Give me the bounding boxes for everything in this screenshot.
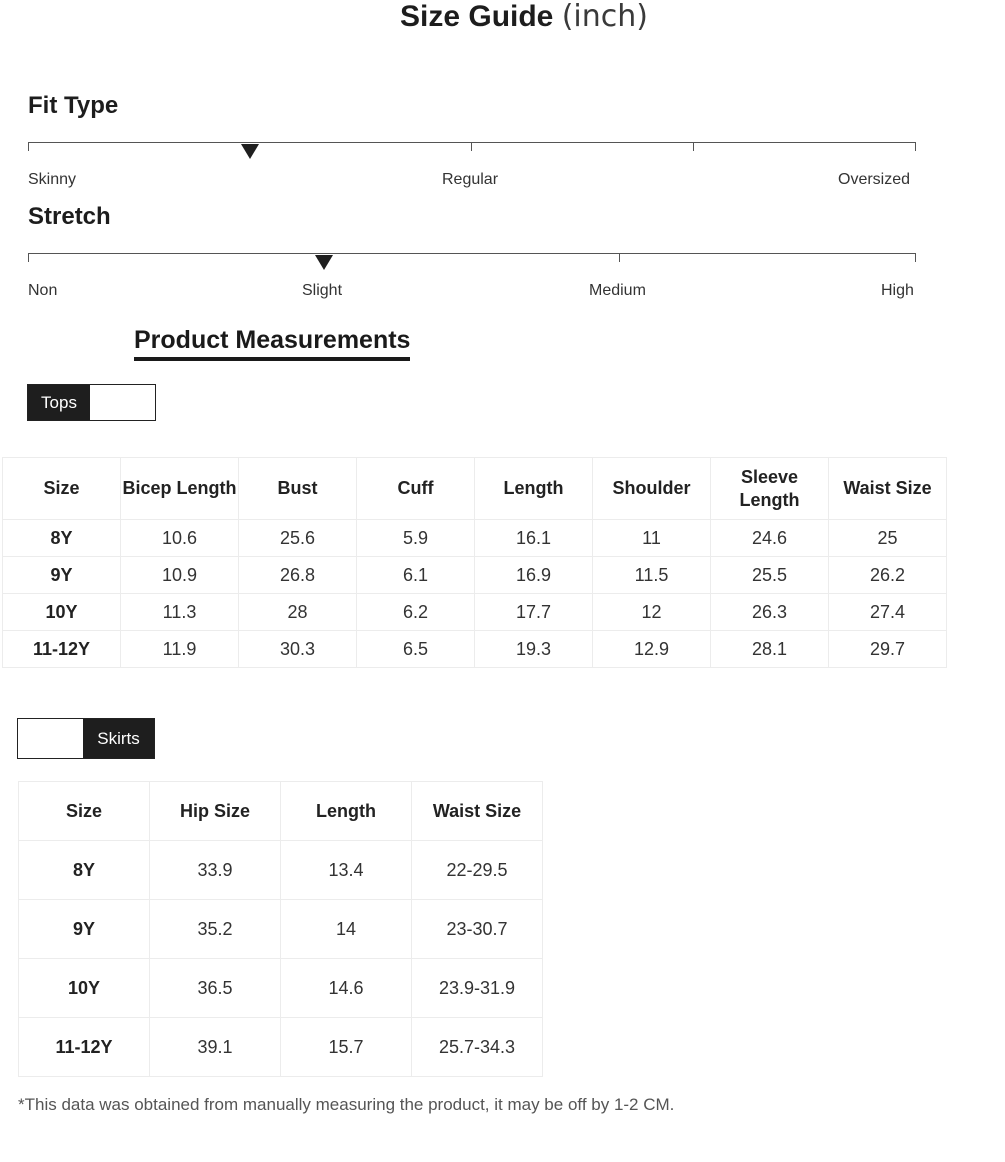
table-cell: 9Y (3, 557, 121, 594)
table-cell: 10.9 (121, 557, 239, 594)
table-row (3, 594, 947, 631)
table-row (3, 631, 947, 668)
table-cell: 9Y (19, 900, 150, 959)
table-cell: 25 (829, 520, 947, 557)
stretch-label-medium: Medium (589, 282, 646, 299)
stretch-marker-icon (315, 255, 333, 270)
table-cell: 8Y (3, 520, 121, 557)
table-cell: 13.4 (281, 841, 412, 900)
table-cell: 36.5 (150, 959, 281, 1018)
stretch-tick (915, 253, 916, 262)
tops-table (2, 457, 947, 668)
table-cell: 8Y (19, 841, 150, 900)
table-cell: 35.2 (150, 900, 281, 959)
table-cell: 10.6 (121, 520, 239, 557)
fit-type-scale-line (28, 142, 916, 143)
table-cell: 11-12Y (19, 1018, 150, 1077)
stretch-scale-line (28, 253, 916, 254)
table-cell: 6.2 (357, 594, 475, 631)
page-title-text: Size Guide (400, 0, 554, 33)
skirts-table (18, 781, 543, 1077)
tops-header-cell: Sleeve Length (711, 458, 829, 520)
tops-header-cell: Shoulder (593, 458, 711, 520)
table-row (19, 841, 543, 900)
table-cell: 6.5 (357, 631, 475, 668)
fit-type-label-oversized: Oversized (838, 171, 911, 188)
table-cell: 16.1 (475, 520, 593, 557)
tab-tops-alternate[interactable] (90, 385, 155, 420)
tops-header-cell: Bicep Length (121, 458, 239, 520)
unit-label: (inch) (561, 0, 648, 34)
table-cell: 23.9-31.9 (412, 959, 543, 1018)
table-row (19, 1018, 543, 1077)
skirts-header-cell: Length (281, 782, 412, 841)
table-cell: 5.9 (357, 520, 475, 557)
table-cell: 11.9 (121, 631, 239, 668)
table-cell: 12 (593, 594, 711, 631)
tops-header-cell: Bust (239, 458, 357, 520)
table-cell: 19.3 (475, 631, 593, 668)
table-cell: 6.1 (357, 557, 475, 594)
table-row (19, 900, 543, 959)
table-cell: 29.7 (829, 631, 947, 668)
table-cell: 22-29.5 (412, 841, 543, 900)
tops-header-cell: Cuff (357, 458, 475, 520)
fit-type-label-skinny: Skinny (28, 171, 77, 188)
page-title (0, 0, 1005, 34)
table-cell: 15.7 (281, 1018, 412, 1077)
table-cell: 10Y (3, 594, 121, 631)
table-cell: 17.7 (475, 594, 593, 631)
tab-skirts[interactable]: Skirts (83, 719, 154, 758)
fit-type-marker-icon (241, 144, 259, 159)
stretch-label-high: High (881, 282, 914, 299)
fit-type-label-regular: Regular (442, 171, 499, 188)
tops-header-cell: Length (475, 458, 593, 520)
skirts-header-cell: Hip Size (150, 782, 281, 841)
tab-tops[interactable]: Tops (28, 385, 90, 420)
stretch-tick (28, 253, 29, 262)
table-cell: 26.2 (829, 557, 947, 594)
table-cell: 27.4 (829, 594, 947, 631)
fit-type-tick (693, 142, 694, 151)
table-cell: 28 (239, 594, 357, 631)
footnote: *This data was obtained from manually measuring the product, it may be off by 1-2 CM. (18, 1095, 675, 1114)
stretch-label-non: Non (28, 282, 58, 299)
stretch-label-slight: Slight (302, 282, 343, 299)
table-cell: 14.6 (281, 959, 412, 1018)
table-cell: 30.3 (239, 631, 357, 668)
table-cell: 25.7-34.3 (412, 1018, 543, 1077)
table-cell: 12.9 (593, 631, 711, 668)
table-cell: 26.3 (711, 594, 829, 631)
table-cell: 24.6 (711, 520, 829, 557)
table-cell: 25.5 (711, 557, 829, 594)
fit-type-tick (28, 142, 29, 151)
table-cell: 16.9 (475, 557, 593, 594)
fit-type-tick (915, 142, 916, 151)
table-cell: 10Y (19, 959, 150, 1018)
table-cell: 23-30.7 (412, 900, 543, 959)
table-row (19, 959, 543, 1018)
tops-tab-bar (27, 384, 156, 421)
table-cell: 39.1 (150, 1018, 281, 1077)
table-cell: 14 (281, 900, 412, 959)
skirts-header-row (19, 782, 543, 841)
table-cell: 26.8 (239, 557, 357, 594)
stretch-heading: Stretch (28, 203, 111, 230)
fit-type-heading: Fit Type (28, 92, 119, 119)
table-cell: 28.1 (711, 631, 829, 668)
skirts-tab-bar (17, 718, 155, 759)
fit-type-tick (471, 142, 472, 151)
table-cell: 33.9 (150, 841, 281, 900)
table-cell: 11.3 (121, 594, 239, 631)
tops-header-cell: Size (3, 458, 121, 520)
table-row (3, 520, 947, 557)
tops-header-row (3, 458, 947, 520)
table-cell: 11 (593, 520, 711, 557)
table-cell: 11-12Y (3, 631, 121, 668)
tab-skirts-alternate[interactable] (18, 719, 83, 758)
product-measurements-title: Product Measurements (134, 326, 410, 361)
table-cell: 11.5 (593, 557, 711, 594)
tops-header-cell: Waist Size (829, 458, 947, 520)
table-cell: 25.6 (239, 520, 357, 557)
skirts-header-cell: Size (19, 782, 150, 841)
skirts-header-cell: Waist Size (412, 782, 543, 841)
stretch-tick (619, 253, 620, 262)
table-row (3, 557, 947, 594)
